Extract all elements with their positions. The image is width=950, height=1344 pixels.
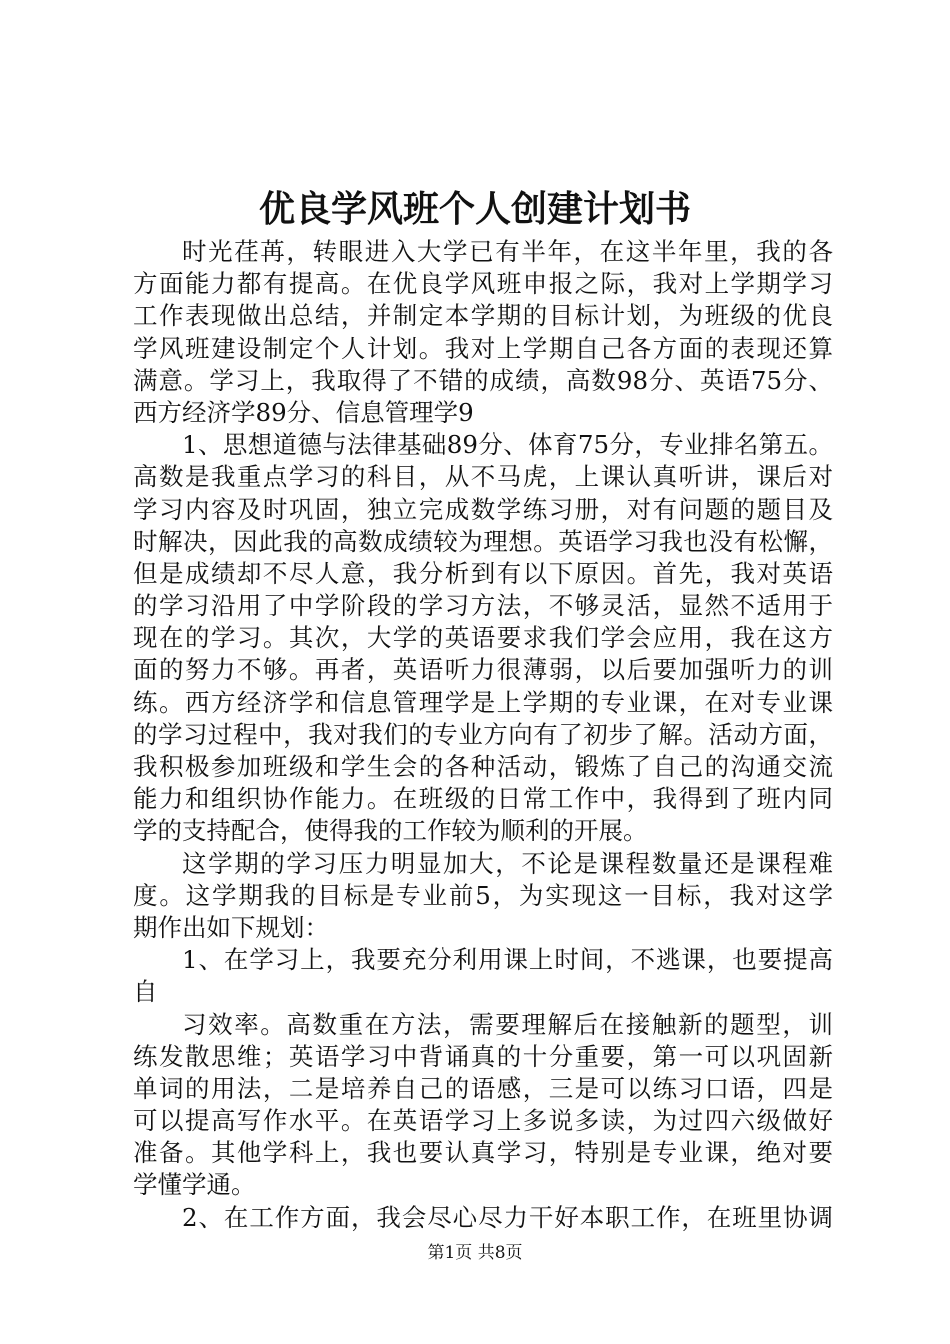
- text-line: 单词的用法，二是培养自己的语感，三是可以练习口语，四是: [133, 1073, 833, 1103]
- text-line: 1、在学习上，我要充分利用课上时间，不逃课，也要提高: [182, 945, 833, 975]
- text-line: 西方经济学89分、信息管理学9: [133, 397, 474, 427]
- text-line: 高数是我重点学习的科目，从不马虎，上课认真听讲，课后对: [133, 462, 833, 492]
- text-line: 学风班建设制定个人计划。我对上学期自己各方面的表现还算: [133, 333, 833, 363]
- text-line: 现在的学习。其次，大学的英语要求我们学会应用，我在这方: [133, 623, 833, 653]
- text-line: 度。这学期我的目标是专业前5，为实现这一目标，我对这学: [133, 880, 833, 910]
- text-line: 的学习过程中，我对我们的专业方向有了初步了解。活动方面，: [133, 719, 833, 749]
- document-title: 优良学风班个人创建计划书: [258, 189, 691, 230]
- text-line: 我积极参加班级和学生会的各种活动，锻炼了自己的沟通交流: [133, 752, 833, 781]
- text-line: 学习内容及时巩固，独立完成数学练习册，对有问题的题目及: [133, 494, 833, 524]
- document-body: [133, 236, 833, 1234]
- page-number-footer: 第1页 共8页: [427, 1243, 523, 1263]
- text-line: 2、在工作方面，我会尽心尽力干好本职工作，在班里协调: [182, 1202, 833, 1232]
- text-line: 能力和组织协作能力。在班级的日常工作中，我得到了班内同: [133, 784, 833, 814]
- text-line: 可以提高写作水平。在英语学习上多说多读，为过四六级做好: [133, 1106, 833, 1136]
- text-line: 方面能力都有提高。在优良学风班申报之际，我对上学期学习: [133, 269, 833, 299]
- text-line: 1、思想道德与法律基础89分、体育75分，专业排名第五。: [182, 430, 833, 460]
- text-line: 这学期的学习压力明显加大，不论是课程数量还是课程难: [182, 848, 833, 878]
- text-line: 自: [133, 977, 158, 1007]
- text-line: 习效率。高数重在方法，需要理解后在接触新的题型，训: [182, 1009, 833, 1039]
- text-line: 面的努力不够。再者，英语听力很薄弱，以后要加强听力的训: [133, 655, 833, 685]
- text-line: 满意。学习上，我取得了不错的成绩，高数98分、英语75分、: [133, 365, 833, 395]
- text-line: 练发散思维；英语学习中背诵真的十分重要，第一可以巩固新: [133, 1041, 833, 1071]
- text-line: 学的支持配合，使得我的工作较为顺利的开展。: [133, 816, 648, 846]
- text-line: 期作出如下规划：: [133, 912, 329, 942]
- text-line: 的学习沿用了中学阶段的学习方法，不够灵活，显然不适用于: [133, 591, 833, 621]
- text-line: 学懂学通。: [133, 1170, 256, 1200]
- text-line: 时解决，因此我的高数成绩较为理想。英语学习我也没有松懈，: [133, 526, 833, 556]
- text-line: 练。西方经济学和信息管理学是上学期的专业课，在对专业课: [133, 687, 833, 717]
- text-line: 时光荏苒，转眼进入大学已有半年，在这半年里，我的各: [182, 237, 833, 266]
- text-line: 但是成绩却不尽人意，我分析到有以下原因。首先，我对英语: [133, 558, 833, 588]
- text-line: 准备。其他学科上，我也要认真学习，特别是专业课，绝对要: [133, 1138, 833, 1168]
- text-line: 工作表现做出总结，并制定本学期的目标计划，为班级的优良: [133, 301, 833, 331]
